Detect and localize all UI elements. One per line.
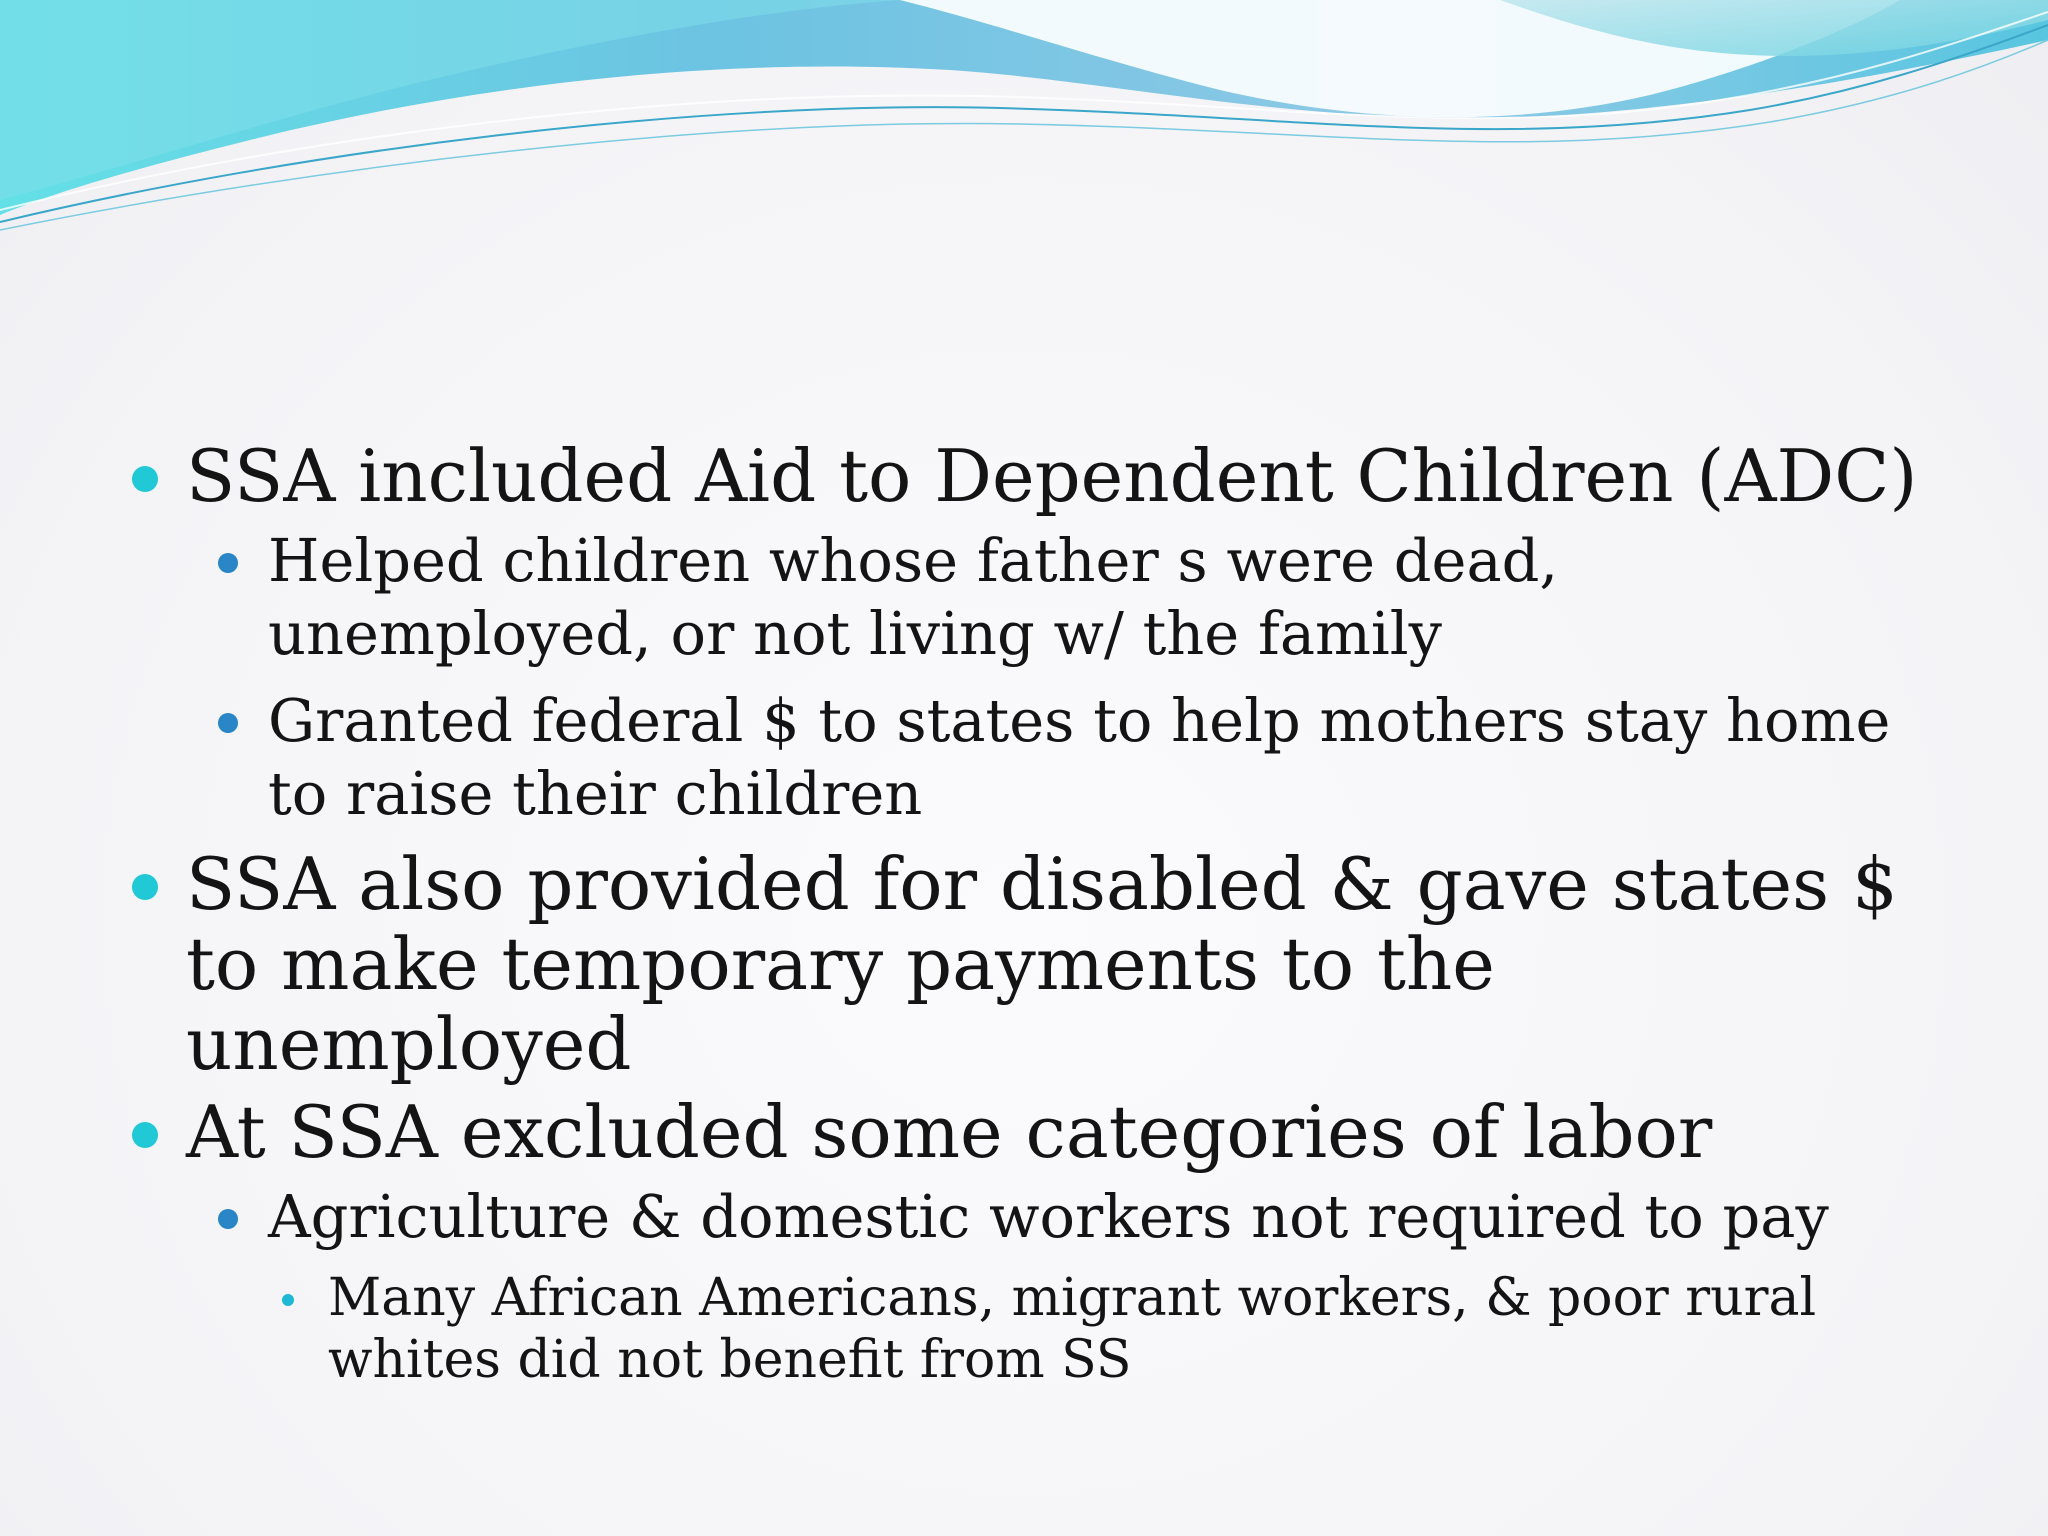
sub-sub-bullet-dot-icon: [282, 1294, 294, 1306]
sub-bullet-dot-icon: [218, 553, 238, 573]
bullet-text: At SSA excluded some categories of labor: [186, 1090, 1713, 1174]
sub-bullet-item: [120, 684, 1950, 830]
bullet-dot-icon: [132, 1122, 158, 1148]
bullet-item: [120, 1092, 1950, 1172]
bullet-item: [120, 844, 1950, 1084]
header-wave-decoration: [0, 0, 2048, 240]
sub-bullet-item: [120, 1180, 1950, 1253]
bullet-item: [120, 436, 1950, 516]
sub-sub-bullet-item: [120, 1267, 1950, 1391]
sub-bullet-item: [120, 524, 1950, 670]
bullet-text: SSA also provided for disabled & gave states $ to make temporary payments to the unemployed: [186, 842, 1898, 1086]
bullet-text: SSA included Aid to Dependent Children (ADC): [186, 434, 1918, 518]
sub-bullet-text: Helped children whose father s were dead, unemployed, or not living w/ the family: [268, 526, 1559, 668]
sub-bullet-text: Granted federal $ to states to help mothers stay home to raise their children: [268, 686, 1891, 828]
sub-bullet-text: Agriculture & domestic workers not required to pay: [268, 1182, 1829, 1251]
bullet-list: [120, 436, 1950, 1391]
sub-sub-bullet-text: Many African Americans, migrant workers, & poor rural whites did not benefit from SS: [328, 1268, 1817, 1390]
bullet-dot-icon: [132, 874, 158, 900]
bullet-dot-icon: [132, 466, 158, 492]
sub-bullet-dot-icon: [218, 1209, 238, 1229]
slide-content: [120, 436, 1950, 1391]
sub-bullet-dot-icon: [218, 713, 238, 733]
